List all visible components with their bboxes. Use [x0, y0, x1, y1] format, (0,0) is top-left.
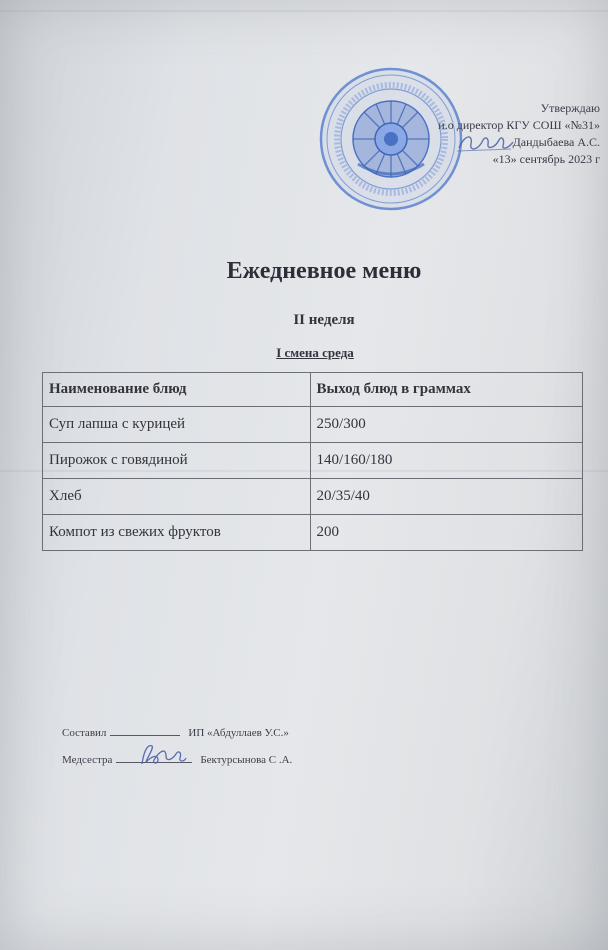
dish-name-cell: Хлеб — [43, 479, 311, 515]
table-row — [43, 407, 583, 443]
table-row — [43, 443, 583, 479]
director-signature — [455, 130, 517, 156]
approval-director-name: Дандыбаева А.С. — [512, 135, 600, 149]
nurse-name: Бектурсынова С .А. — [200, 754, 293, 766]
table-row — [43, 515, 583, 551]
nurse-label: Медсестра — [62, 754, 113, 766]
approval-date: «13» сентябрь 2023 г — [492, 152, 600, 166]
shift-day-label: I смена среда — [276, 345, 354, 360]
week-label: II неделя — [293, 312, 355, 328]
compiled-by-line — [62, 725, 289, 739]
portion-weight-cell: 20/35/40 — [310, 479, 582, 515]
header-portion-weight: Выход блюд в граммах — [310, 373, 582, 407]
portion-weight-cell: 250/300 — [310, 407, 582, 443]
document-title: Ежедневное меню — [226, 258, 422, 284]
compiled-by-label: Составил — [62, 727, 107, 739]
table-header-row — [43, 373, 583, 407]
portion-weight-cell: 200 — [310, 515, 582, 551]
approval-heading: Утверждаю — [540, 101, 600, 115]
signature-blank — [110, 725, 180, 736]
nurse-signature — [136, 740, 188, 770]
portion-weight-cell: 140/160/180 — [310, 443, 582, 479]
approval-director-title: и.о директор КГУ СОШ «№31» — [438, 118, 600, 132]
header-dish-name: Наименование блюд — [43, 373, 311, 407]
dish-name-cell: Компот из свежих фруктов — [43, 515, 311, 551]
dish-name-cell: Пирожок с говядиной — [43, 443, 311, 479]
dish-name-cell: Суп лапша с курицей — [43, 407, 311, 443]
compiled-by-name: ИП «Абдуллаев У.С.» — [188, 727, 289, 739]
table-row — [43, 479, 583, 515]
menu-table — [42, 372, 583, 551]
paper-fold — [0, 10, 608, 12]
